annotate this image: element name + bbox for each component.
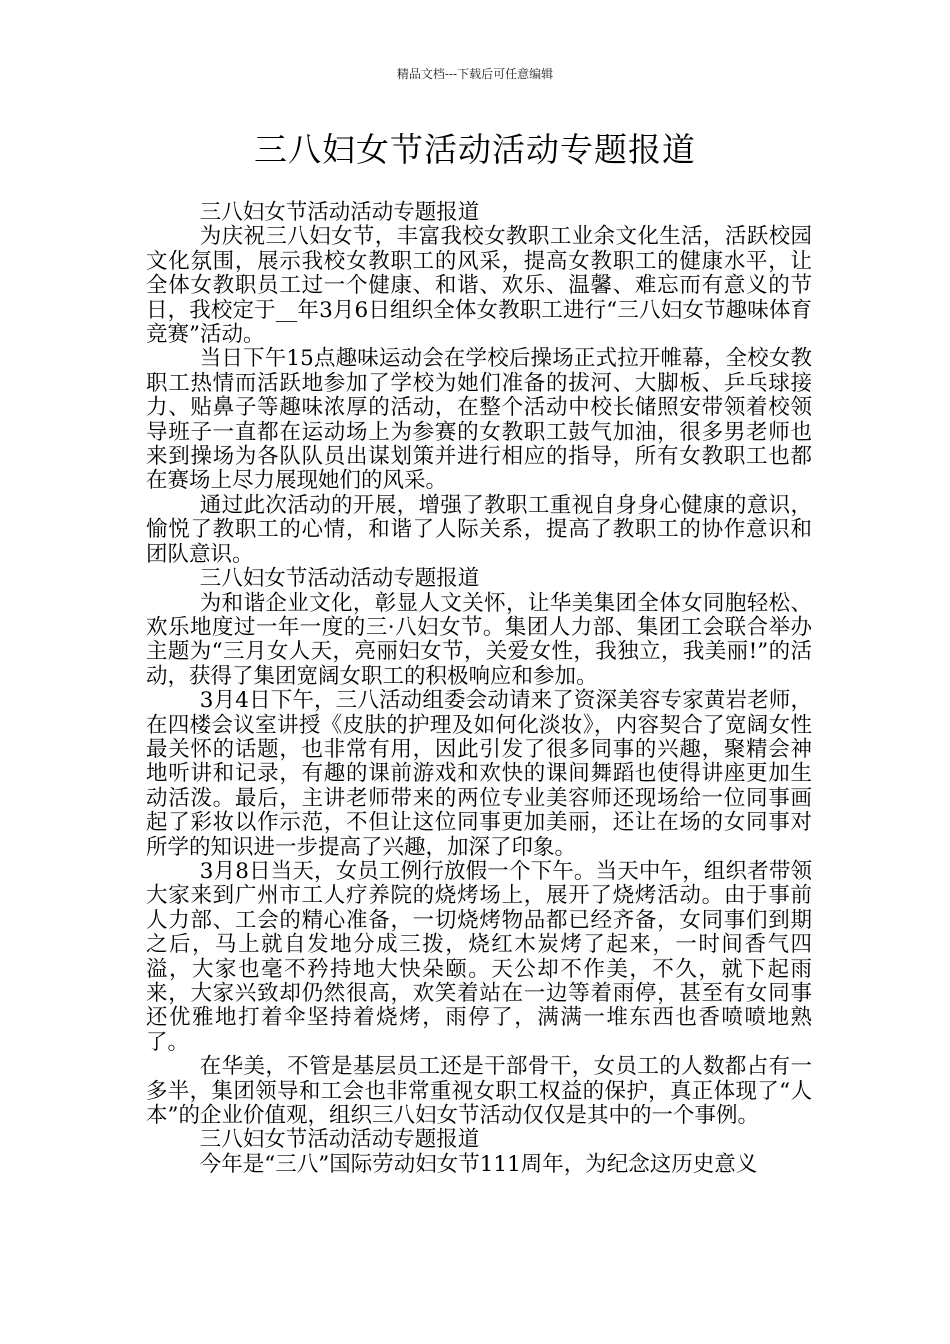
body-paragraph: 为和谐企业文化，彰显人文关怀，让华美集团全体女同胞轻松、欢乐地度过一年一度的三·八妇女节。集团人力部、集团工会联合举办主题为“三月女人天，亮丽妇女节，关爱女性，我独立，我美丽!”的活动，获得了集团宽阔女职工的积极响应和参加。 bbox=[146, 590, 812, 689]
body-paragraph: 当日下午15点趣味运动会在学校后操场正式拉开帷幕，全校女教职工热情而活跃地参加了学校为她们准备的拔河、大脚板、乒乓球接力、贴鼻子等趣味浓厚的活动，在整个活动中校长储照安带领着校领导班子一直都在运动场上为参赛的女教职工鼓气加油，很多男老师也来到操场为各队队员出谋划策并进行相应的指导，所有女教职工也都在赛场上尽力展现她们的风采。 bbox=[146, 346, 812, 494]
body-paragraph: 3月8日当天，女员工例行放假一个下午。当天中午，组织者带领大家来到广州市工人疗养院的烧烤场上，展开了烧烤活动。由于事前人力部、工会的精心准备，一切烧烤物品都已经齐备，女同事们到期之后，马上就自发地分成三拨，烧红木炭烤了起来，一时间香气四溢，大家也毫不矜持地大快朵颐。天公却不作美，不久，就下起雨来，大家兴致却仍然很高，欢笑着站在一边等着雨停，甚至有女同事还优雅地打着伞坚持着烧烤，雨停了，满满一堆东西也香喷喷地熟了。 bbox=[146, 858, 812, 1055]
body-paragraph: 为庆祝三八妇女节，丰富我校女教职工业余文化生活，活跃校园文化氛围，展示我校女教职工的风采，提高女教职工的健康水平，让全体女教职员工过一个健康、和谐、欢乐、温馨、难忘而有意义的节日，我校定于__年3月6日组织全体女教职工进行“三八妇女节趣味体育竞赛”活动。 bbox=[146, 224, 812, 348]
body-paragraph: 通过此次活动的开展，增强了教职工重视自身身心健康的意识，愉悦了教职工的心情，和谐了人际关系，提高了教职工的协作意识和团队意识。 bbox=[146, 492, 812, 567]
document-body bbox=[146, 201, 812, 1177]
section-heading: 三八妇女节活动活动专题报道 bbox=[199, 566, 480, 592]
header-note: 精品文档---下载后可任意编辑 bbox=[396, 67, 554, 81]
document-title: 三八妇女节活动活动专题报道 bbox=[254, 130, 696, 169]
body-paragraph: 3月4日下午，三八活动组委会动请来了资深美容专家黄岩老师，在四楼会议室讲授《皮肤的护理及如何化淡妆》，内容契合了宽阔女性最关怀的话题，也非常有用，因此引发了很多同事的兴趣，聚精会神地听讲和记录，有趣的课前游戏和欢快的课间舞蹈也使得讲座更加生动活泼。最后，主讲老师带来的两位专业美容师还现场给一位同事画起了彩妆以作示范，不但让这位同事更加美丽，还让在场的女同事对所学的知识进一步提高了兴趣，加深了印象。 bbox=[146, 688, 812, 860]
section-heading: 三八妇女节活动活动专题报道 bbox=[199, 200, 480, 225]
body-paragraph: 今年是“三八”国际劳动妇女节111周年，为纪念这历史意义 bbox=[199, 1151, 758, 1177]
body-paragraph: 在华美，不管是基层员工还是干部骨干，女员工的人数都占有一多半，集团领导和工会也非常重视女职工权益的保护，真正体现了“人本”的企业价值观，组织三八妇女节活动仅仅是其中的一个事例。 bbox=[146, 1054, 812, 1129]
section-heading: 三八妇女节活动活动专题报道 bbox=[199, 1127, 480, 1153]
